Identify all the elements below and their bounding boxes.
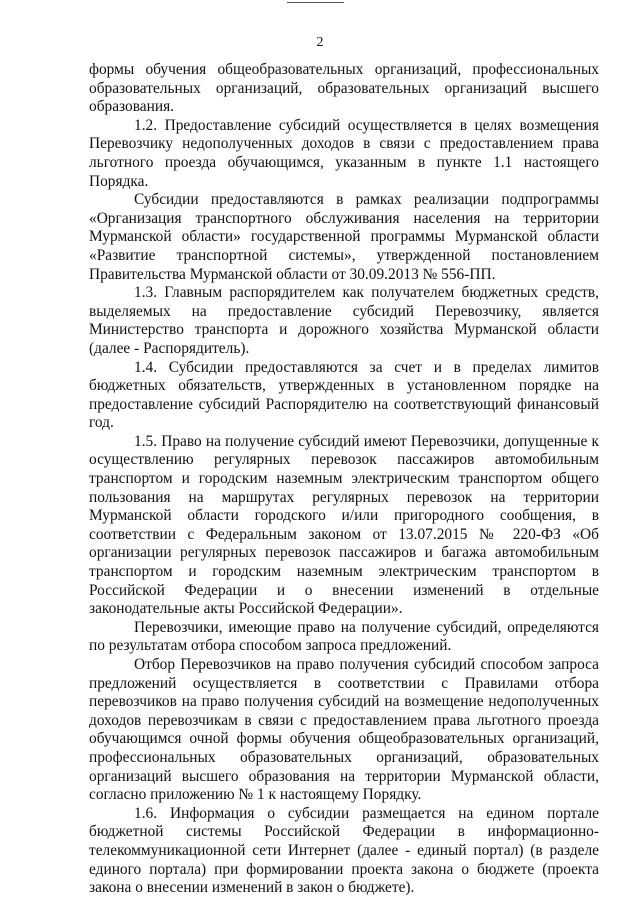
page-number: 2 bbox=[316, 35, 324, 50]
paragraph-selection-rules: Отбор Перевозчиков на право получения субсидий способом запроса предложений осуществляется в соответствии с Правилами отбора перевозчиков на право получения субсидий на возмещение недополученных доходов перевозчикам в связи с предоставлением права льготного проезда обучающимся очной формы обучения общеобразовательных организаций, профессиональных образовательных организаций, образовательных организаций высшего образования на территории Мурманской области, согласно приложению № 1 к настоящему Порядку. bbox=[89, 656, 599, 804]
paragraph-1-4: 1.4. Субсидии предоставляются за счет и в пределах лимитов бюджетных обязательств, утвержденных в установленном порядке на предоставление субсидий Распорядителю на соответствующий финансовый год. bbox=[89, 358, 599, 432]
document-body bbox=[89, 61, 599, 898]
paragraph-1-5: 1.5. Право на получение субсидий имеют Перевозчики, допущенные к осуществлению регулярных перевозок пассажиров автомобильным транспортом и городским наземным электрическим транспортом общего пользования на маршрутах регулярных перевозок на территории Мурманской области городского и/или пригородного сообщения, в соответствии с Федеральным законом от 13.07.2015 № 220-ФЗ «Об организации регулярных перевозок пассажиров и багажа автомобильным транспортом и городским наземным электрическим транспортом в Российской Федерации и о внесении изменений в отдельные законодательные акты Российской Федерации». bbox=[89, 432, 599, 618]
paragraph-continuation: формы обучения общеобразовательных организаций, профессиональных образовательных организаций, образовательных организаций высшего образования. bbox=[89, 61, 599, 116]
paragraph-1-6: 1.6. Информация о субсидии размещается на едином портале бюджетной системы Российской Федерации в информационно-телекоммуникационной сети Интернет (далее - единый портал) (в разделе единого портала) при формировании проекта закона о бюджете (проекта закона о внесении изменений в закон о бюджете). bbox=[89, 804, 599, 897]
paragraph-subsidy-program: Субсидии предоставляются в рамках реализации подпрограммы «Организация транспортного обслуживания населения на территории Мурманской области» государственной программы Мурманской области «Развитие транспортной системы», утвержденной постановлением Правительства Мурманской области от 30.09.2013 № 556-ПП. bbox=[89, 191, 599, 283]
top-rule bbox=[287, 2, 344, 3]
paragraph-carriers-selection: Перевозчики, имеющие право на получение субсидий, определяются по результатам отбора способом запроса предложений. bbox=[89, 618, 599, 655]
paragraph-1-3: 1.3. Главным распорядителем как получателем бюджетных средств, выделяемых на предоставление субсидий Перевозчику, является Министерство транспорта и дорожного хозяйства Мурманской области (далее - Распорядитель). bbox=[89, 284, 599, 357]
paragraph-1-2: 1.2. Предоставление субсидий осуществляется в целях возмещения Перевозчику недополученных доходов в связи с предоставлением права льготного проезда обучающимся, указанным в пункте 1.1 настоящего Порядка. bbox=[89, 116, 599, 190]
